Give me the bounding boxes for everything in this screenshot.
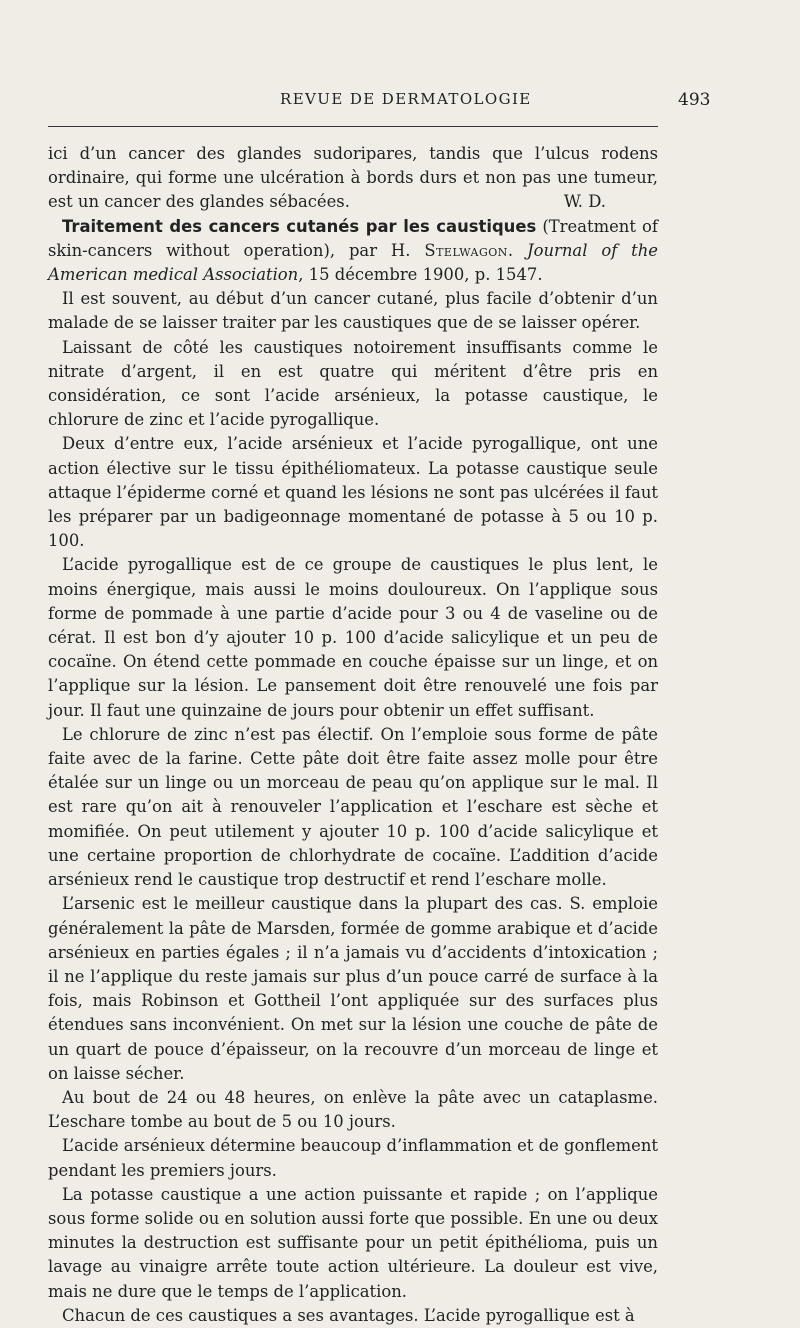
- english-title: (Treatment of skin-cancers without operation), par H.: [48, 216, 658, 260]
- article-text: [48, 142, 658, 1328]
- citation: , 15 décembre 1900, p. 1547.: [298, 265, 543, 285]
- paragraph: La potasse caustique a une action puissante et rapide ; on l’applique sous forme solide ou en solution aussi forte que possible. En une ou deux minutes la destruction est suffisante pour un petit épithélioma, puis un lavage au vinaigre arrête toute action ultérieure. La douleur est vive, mais ne dure que le temps de l’application.: [48, 1184, 658, 1301]
- intro-text: ici d’un cancer des glandes sudoripares, tandis que l’ulcus rodens ordinaire, qui forme une ulcération à bords durs et non pas une tumeur, est un cancer des glandes sébacées.: [48, 144, 658, 212]
- paragraph: Le chlorure de zinc n’est pas électif. On l’emploie sous forme de pâte faite avec de la farine. Cette pâte doit être faite assez molle pour être étalée sur un linge ou un morceau de peau qu’on applique sur le mal. Il est rare qu’on ait à renouveler l’application et l’eschare est sèche et momifiée. On peut utilement y ajouter 10 p. 100 d’acide salicylique et une certaine proportion de chlorhydrate de cocaïne. L’addition d’acide arsénieux rend le caustique trop destructif et rend l’eschare molle.: [48, 724, 658, 890]
- author-name: Stelwagon: [424, 240, 508, 260]
- paragraph: Chacun de ces caustiques a ses avantages. L’acide pyrogallique est à: [62, 1305, 635, 1325]
- intro-paragraph: [48, 142, 658, 215]
- signature: W. D.: [563, 192, 606, 212]
- journal-name: Journal of the American medical Association: [48, 240, 658, 285]
- journal-title: REVUE DE DERMATOLOGIE: [280, 90, 532, 108]
- paragraph: L’acide pyrogallique est de ce groupe de caustiques le plus lent, le moins énergique, mais aussi le moins douloureux. On l’applique sous forme de pommade à une partie d’acide pour 3 ou 4 de vaseline ou de cérat. Il est bon d’y ajouter 10 p. 100 d’acide salicylique et un peu de cocaïne. On étend cette pommade en couche épaisse sur un linge, et on l’applique sur la lésion. Le pansement doit être renouvelé une fois par jour. Il faut une quinzaine de jours pour obtenir un effet suffisant.: [48, 555, 658, 720]
- paragraph: Au bout de 24 ou 48 heures, on enlève la pâte avec un cataplasme. L’eschare tombe au bout de 5 ou 10 jours.: [48, 1087, 658, 1132]
- paragraph: Laissant de côté les caustiques notoirement insuffisants comme le nitrate d’argent, il en est quatre qui méritent d’être pris en considération, ce sont l’acide arsénieux, la potasse caustique, le chlorure de zinc et l’acide pyrogallique.: [48, 337, 658, 430]
- article-title: Traitement des cancers cutanés par les caustiques: [62, 216, 537, 236]
- paragraph: L’acide arsénieux détermine beaucoup d’inflammation et de gonflement pendant les premiers jours.: [48, 1136, 658, 1180]
- article-heading: Traitement des cancers cutanés par les caustiques (Treatment of skin-cancers without operation), par H. Stelwagon. Journal of the American medical Association, 15 décembre 1900, p. 1547.: [48, 216, 658, 285]
- paragraph: L’arsenic est le meilleur caustique dans la plupart des cas. S. emploie généralement la pâte de Marsden, formée de gomme arabique et d’acide arsénieux en parties égales ; il n’a jamais vu d’accidents d’intoxication ; il ne l’applique du reste jamais sur plus d’un pouce carré de surface à la fois, mais Robinson et Gottheil l’ont appliquée sur des surfaces plus étendues sans inconvénient. On met sur la lésion une couche de pâte de un quart de pouce d’épaisseur, on la recouvre d’un morceau de linge et on laisse sécher.: [48, 894, 658, 1083]
- paragraph: Deux d’entre eux, l’acide arsénieux et l’acide pyrogallique, ont une action élective sur le tissu épithéliomateux. La potasse caustique seule attaque l’épiderme corné et quand les lésions ne sont pas ulcérées il faut les préparer par un badigeonnage momentané de potasse à 5 ou 10 p. 100.: [48, 434, 658, 551]
- paragraph: Il est souvent, au début d’un cancer cutané, plus facile d’obtenir d’un malade de se laisser traiter par les caustiques que de se laisser opérer.: [48, 289, 658, 333]
- page-number: 493: [678, 90, 711, 110]
- header-rule: [48, 126, 658, 127]
